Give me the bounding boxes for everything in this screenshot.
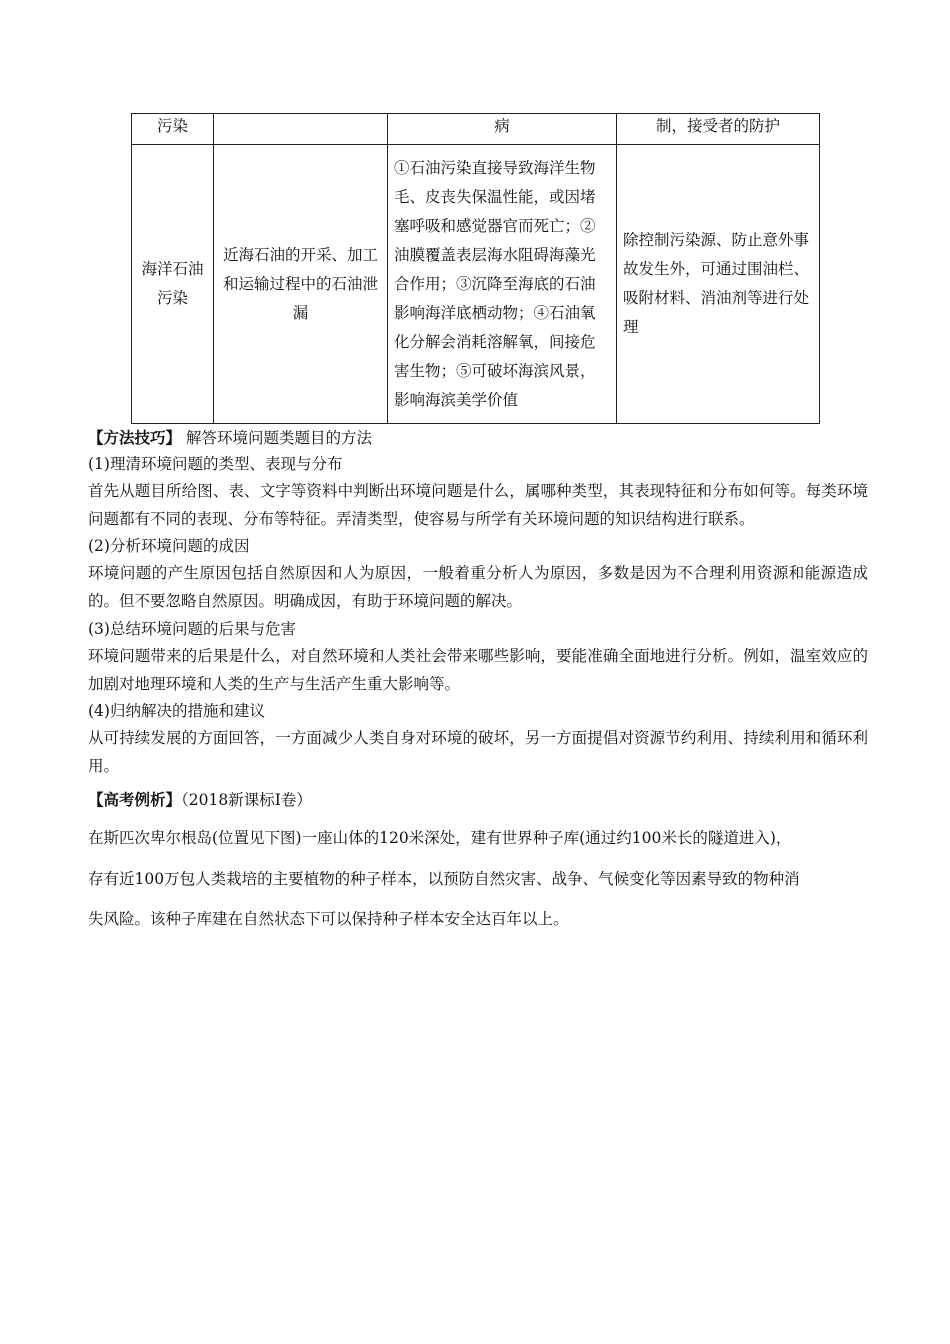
cell-pollution-control: 除控制污染源、防止意外事故发生外，可通过围油栏、吸附材料、消油剂等进行处理: [617, 145, 820, 424]
example-source: （2018新课标Ⅰ卷）: [181, 791, 312, 809]
method-title: 解答环境问题类题目的方法: [185, 429, 372, 447]
method-label: 【方法技巧】: [88, 428, 182, 447]
step-4-heading: (4)归纳解决的措施和建议: [88, 702, 265, 720]
method-heading: [88, 425, 372, 451]
step-3-text: 环境问题带来的后果是什么，对自然环境和人类社会带来哪些影响，要能准确全面地进行分析。例如，温室效应的加剧对地理环境和人类的生产与生活产生重大影响等。: [88, 647, 868, 693]
example-heading: [88, 787, 312, 813]
table-header-row: [132, 114, 820, 145]
header-cell-type: 污染: [132, 114, 214, 145]
example-line-3: 失风险。该种子库建在自然状态下可以保持种子样本安全达百年以上。: [88, 910, 569, 928]
cell-pollution-harm: ①石油污染直接导致海洋生物毛、皮丧失保温性能，或因堵塞呼吸和感觉器官而死亡；②油膜覆盖表层海水阻碍海藻光合作用；③沉降至海底的石油影响海洋底栖动物；④石油氧化分解会消耗溶解氧，间接危害生物；⑤可破坏海滨风景，影响海滨美学价值: [388, 145, 617, 424]
cell-pollution-source: 近海石油的开采、加工和运输过程中的石油泄漏: [214, 145, 388, 424]
example-label: 【高考例析】: [88, 790, 182, 809]
step-2-text: 环境问题的产生原因包括自然原因和人为原因，一般着重分析人为原因，多数是因为不合理利用资源和能源造成的。但不要忽略自然原因。明确成因，有助于环境问题的解决。: [88, 564, 868, 610]
example-line-1: 在斯匹次卑尔根岛(位置见下图)一座山体的120米深处，建有世界种子库(通过约100米长的隧道进入)，: [88, 829, 792, 847]
step-1-text: 首先从题目所给图、表、文字等资料中判断出环境问题是什么，属哪种类型，其表现特征和分布如何等。每类环境问题都有不同的表现、分布等特征。弄清类型，使容易与所学有关环境问题的知识结构进行联系。: [88, 482, 868, 528]
pollution-table: [131, 113, 820, 424]
example-line-2: 存有近100万包人类栽培的主要植物的种子样本，以预防自然灾害、战争、气候变化等因素导致的物种消: [88, 870, 800, 888]
header-cell-control: 制，接受者的防护: [617, 114, 820, 145]
header-cell-source: [214, 114, 388, 145]
header-cell-harm: 病: [388, 114, 617, 145]
step-1-heading: (1)理清环境问题的类型、表现与分布: [88, 455, 343, 473]
step-3-heading: (3)总结环境问题的后果与危害: [88, 620, 296, 638]
cell-pollution-type: 海洋石油污染: [132, 145, 214, 424]
step-2-heading: (2)分析环境问题的成因: [88, 537, 250, 555]
table-row: [132, 145, 820, 424]
step-4-text: 从可持续发展的方面回答，一方面减少人类自身对环境的破坏，另一方面提倡对资源节约利用、持续利用和循环利用。: [88, 729, 868, 775]
